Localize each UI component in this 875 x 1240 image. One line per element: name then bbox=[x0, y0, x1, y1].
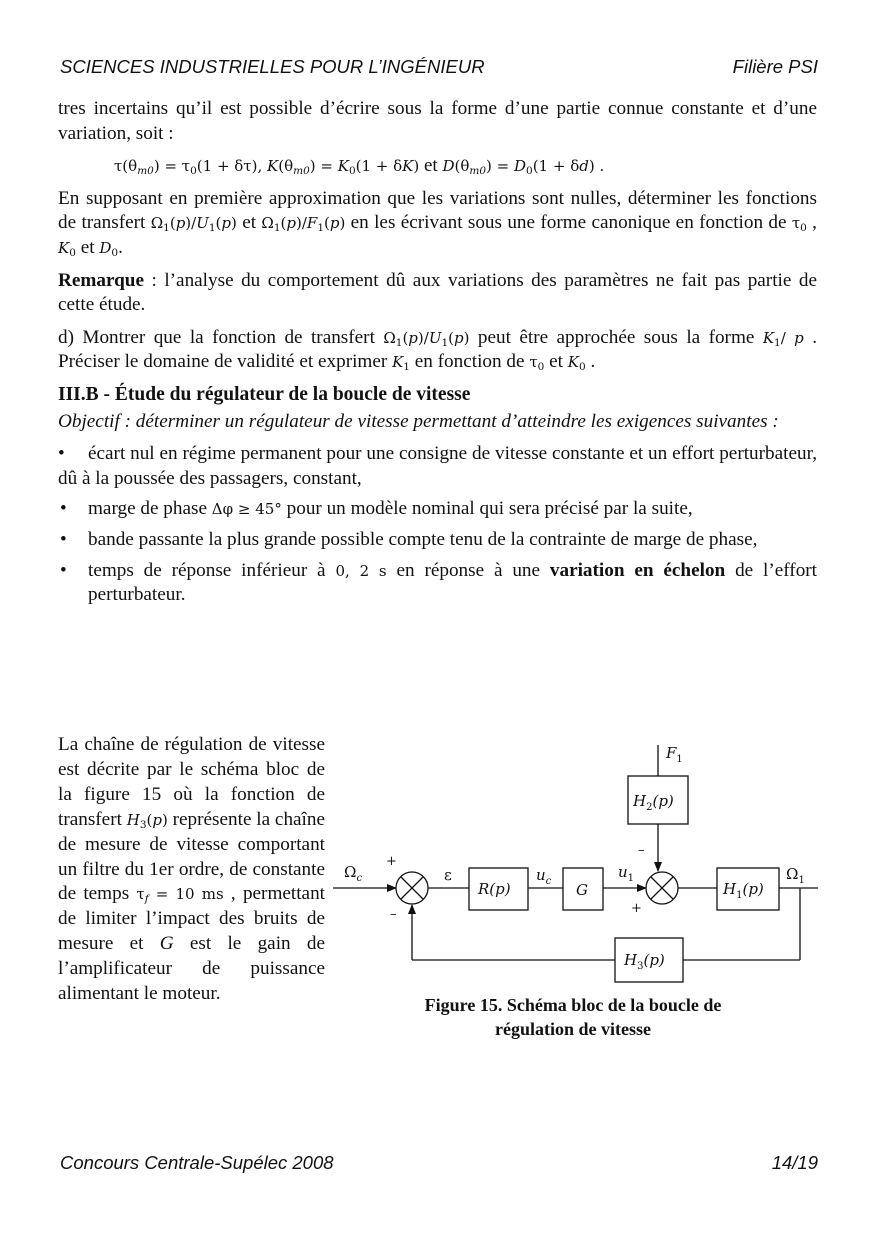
block-G-label: G bbox=[576, 881, 588, 899]
label-omega-c: $\Omega_c$ bbox=[344, 863, 363, 884]
paragraph-intro: tres incertains qu’il est possible d’écrire sous la forme d’une partie connue constante et d’une variation, soit : bbox=[58, 98, 817, 144]
paragraph-remark: Remarque : l’analyse du comportement dû aux variations des paramètres ne fait pas partie de cette étude. bbox=[58, 269, 817, 316]
figure-section bbox=[58, 733, 817, 1093]
block-H2-label: $H_2(p)$ bbox=[633, 792, 674, 813]
page-number: 14/19 bbox=[771, 1152, 818, 1173]
requirement-item: • écart nul en régime permanent pour une consigne de vitesse constante et un effort perturbateur, dû à la poussée des passagers, constant, bbox=[58, 443, 817, 489]
block-H1-label: $H_1(p)$ bbox=[723, 880, 764, 901]
sign-plus-u1: + bbox=[631, 901, 642, 916]
header-track: Filière PSI bbox=[732, 56, 818, 77]
footer-exam: Concours Centrale-Supélec 2008 bbox=[60, 1152, 334, 1173]
requirement-item: • bande passante la plus grande possible compte tenu de la contrainte de marge de phase, bbox=[60, 528, 758, 550]
block-R-label: R(p) bbox=[478, 880, 511, 898]
page-header bbox=[60, 56, 818, 78]
paragraph-chain-description: La chaîne de régulation de vitesse est décrite par le schéma bloc de la figure 15 où la fonction de transfert $H_3(p)$ représente la chaîne de mesure de vitesse comportant un filtre du 1er ordre, de constante de temps $\tau_f = 10$ ms , permettant de limiter l’impact des bruits de mesure et G est le gain de l’amplificateur de puissance alimentant le moteur. bbox=[58, 734, 325, 1005]
block-H3-label: $H_3(p)$ bbox=[624, 951, 665, 972]
section-title: III.B - Étude du régulateur de la boucle de vitesse bbox=[58, 383, 471, 405]
label-u1: $u_1$ bbox=[618, 863, 635, 884]
paragraph-question-c: En supposant en première approximation que les variations sont nulles, déterminer les fonctions de transfert $\Omega_1(p)/U_1(p)$ et $\Omega_1(p)/F_1(p)$ en les écrivant sous une forme canonique en fonction de $\tau_0$ , $K_0$ et $D_0$. bbox=[58, 187, 817, 260]
label-epsilon: ε bbox=[444, 866, 452, 884]
requirement-item: • temps de réponse inférieur à 0, 2 s en réponse à une variation en échelon de l’effort perturbateur. bbox=[60, 559, 818, 606]
objective-text: Objectif : déterminer un régulateur de vitesse permettant d’atteindre les exigences suivantes : bbox=[58, 410, 779, 432]
equation-parameters: $\tau(\theta_{m0}) = \tau_0(1 + \delta\tau)$, $K(\theta_{m0}) = K_0(1 + \delta K)$ et $D(\theta_{m0}) = D_0(1 + \delta d)$ . bbox=[114, 155, 605, 178]
main-content bbox=[58, 97, 817, 614]
sign-plus-ref: + bbox=[386, 854, 397, 869]
block-diagram bbox=[328, 733, 823, 1033]
paragraph-question-d: d) Montrer que la fonction de transfert $\Omega_1(p)/U_1(p)$ peut être approchée sous la forme $K_1/$ p . Préciser le domaine de validité et exprimer $K_1$ en fonction de $\tau_0$ et $K_0$ . bbox=[58, 326, 817, 374]
label-F1: $F_1$ bbox=[666, 744, 683, 765]
sign-minus-feedback: – bbox=[390, 907, 397, 922]
sign-minus-disturbance: – bbox=[638, 843, 645, 858]
remark-label: Remarque bbox=[58, 269, 144, 291]
figure-caption: Figure 15. Schéma bloc de la boucle de régulation de vitesse bbox=[424, 995, 722, 1039]
requirement-item: • marge de phase Δφ ≥ 45° pour un modèle nominal qui sera précisé par la suite, bbox=[60, 498, 693, 520]
label-uc: $u_c$ bbox=[536, 866, 552, 887]
header-subject: SCIENCES INDUSTRIELLES POUR L’INGÉNIEUR bbox=[60, 56, 485, 77]
page-footer bbox=[60, 1152, 818, 1174]
label-omega-1: $\Omega_1$ bbox=[786, 865, 805, 886]
